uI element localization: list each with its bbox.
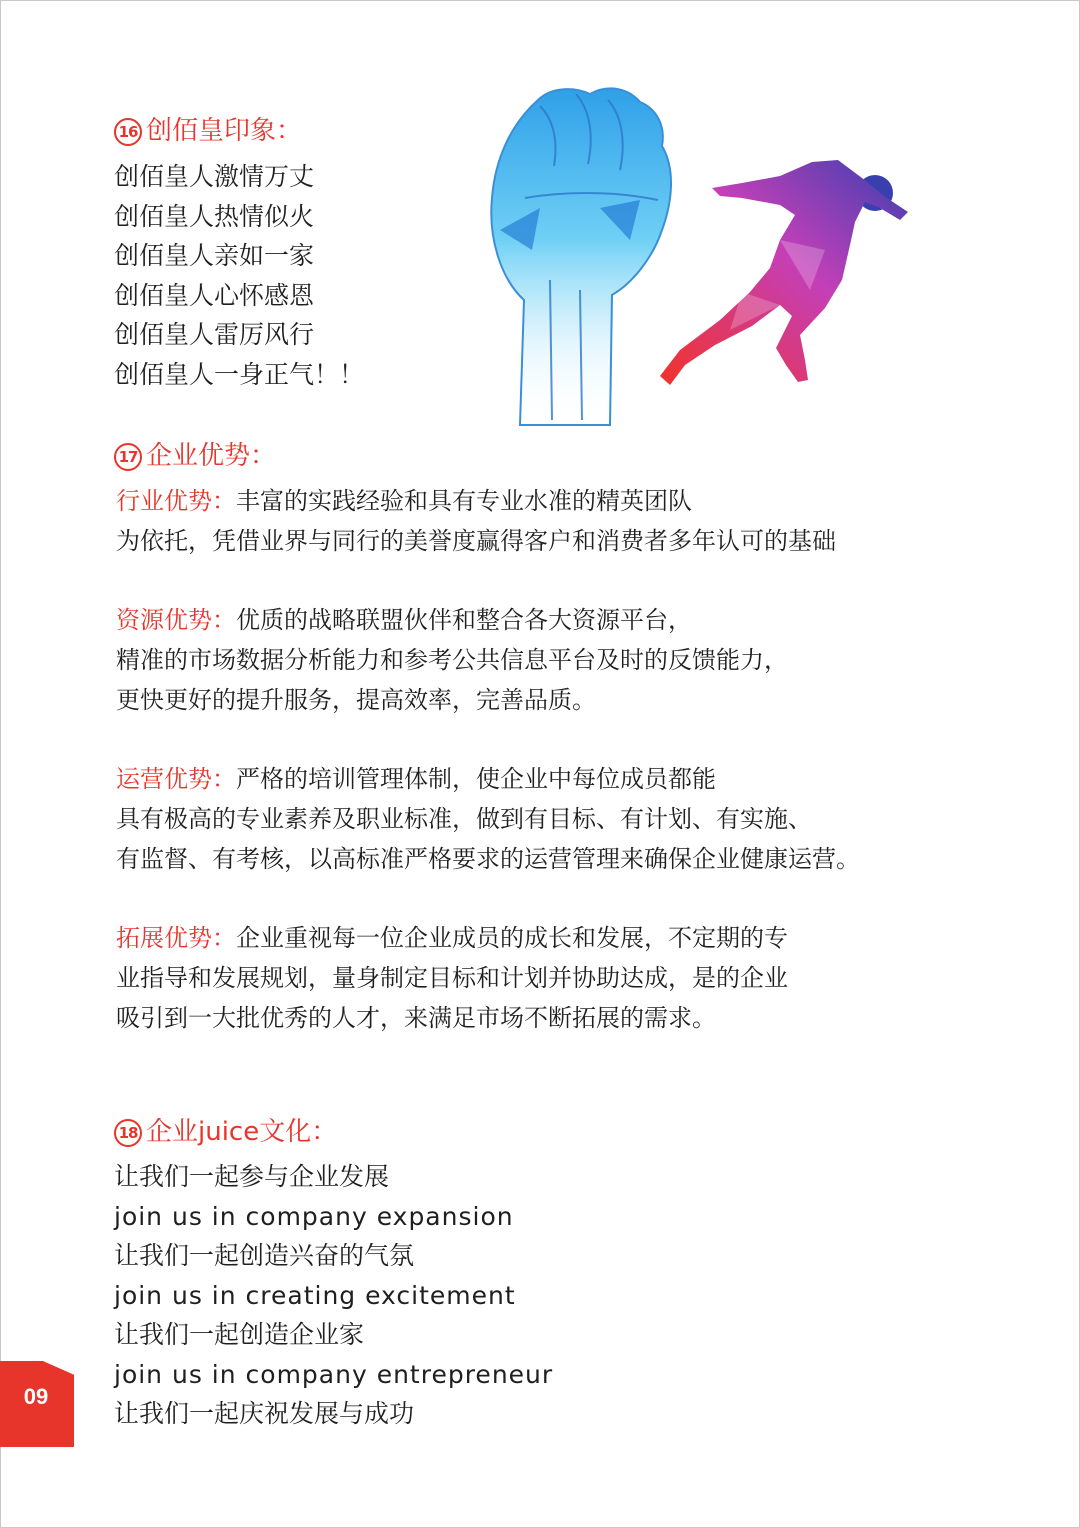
culture-heading (114, 1111, 337, 1148)
advantage-text: 业指导和发展规划，量身制定目标和计划并协助达成，是的企业 (116, 964, 788, 992)
list-item: 让我们一起参与企业发展 (114, 1162, 390, 1191)
industry-advantage (116, 481, 836, 561)
culture-title: 企业juice文化： (146, 1117, 338, 1147)
culture-list (114, 1157, 553, 1434)
fist-and-runner-illustration (480, 80, 930, 430)
section-number-16: 16 (114, 118, 142, 146)
runner-icon (660, 160, 908, 385)
section-number-17: 17 (114, 443, 142, 471)
advantage-text: 企业重视每一位企业成员的成长和发展，不定期的专 (236, 924, 788, 952)
list-item: join us in company entrepreneur (114, 1359, 554, 1389)
list-item: join us in company expansion (114, 1201, 514, 1231)
operation-advantage-label: 运营优势： (116, 765, 236, 793)
expansion-advantage (116, 918, 788, 1038)
advantage-text: 为依托，凭借业界与同行的美誉度赢得客户和消费者多年认可的基础 (116, 527, 836, 555)
expansion-advantage-label: 拓展优势： (116, 924, 236, 952)
advantages-title: 企业优势： (146, 441, 277, 471)
advantage-text: 有监督、有考核，以高标准严格要求的运营管理来确保企业健康运营。 (116, 845, 860, 873)
fist-icon (491, 88, 671, 425)
impression-title: 创佰皇印象： (146, 116, 303, 146)
list-item: 创佰皇人激情万丈 (114, 162, 315, 191)
advantage-text: 严格的培训管理体制，使企业中每位成员都能 (236, 765, 716, 793)
list-item: 创佰皇人心怀感恩 (114, 280, 315, 310)
advantage-text: 更快更好的提升服务，提高效率，完善品质。 (116, 686, 596, 714)
section-number-18: 18 (114, 1119, 142, 1147)
page-number: 09 (23, 1384, 49, 1409)
resource-advantage (116, 600, 788, 720)
impression-heading (114, 110, 302, 147)
advantages-heading (114, 435, 276, 472)
list-item: 创佰皇人热情似火 (114, 201, 315, 231)
impression-list (114, 157, 364, 394)
list-item: join us in creating excitement (114, 1280, 516, 1310)
advantage-text: 具有极高的专业素养及职业标准，做到有目标、有计划、有实施、 (116, 805, 812, 833)
list-item: 创佰皇人一身正气！！ (114, 359, 365, 389)
advantage-text: 精准的市场数据分析能力和参考公共信息平台及时的反馈能力， (116, 646, 788, 674)
advantage-text: 丰富的实践经验和具有专业水准的精英团队 (236, 487, 692, 515)
advantage-text: 吸引到一大批优秀的人才，来满足市场不断拓展的需求。 (116, 1004, 716, 1032)
list-item: 创佰皇人雷厉风行 (114, 320, 315, 349)
list-item: 让我们一起创造企业家 (114, 1320, 365, 1349)
advantage-text: 优质的战略联盟伙伴和整合各大资源平台， (236, 606, 692, 634)
industry-advantage-label: 行业优势： (116, 487, 236, 515)
operation-advantage (116, 759, 860, 879)
list-item: 让我们一起庆祝发展与成功 (114, 1399, 415, 1428)
list-item: 创佰皇人亲如一家 (114, 241, 315, 270)
resource-advantage-label: 资源优势： (116, 606, 236, 634)
list-item: 让我们一起创造兴奋的气氛 (114, 1241, 415, 1270)
